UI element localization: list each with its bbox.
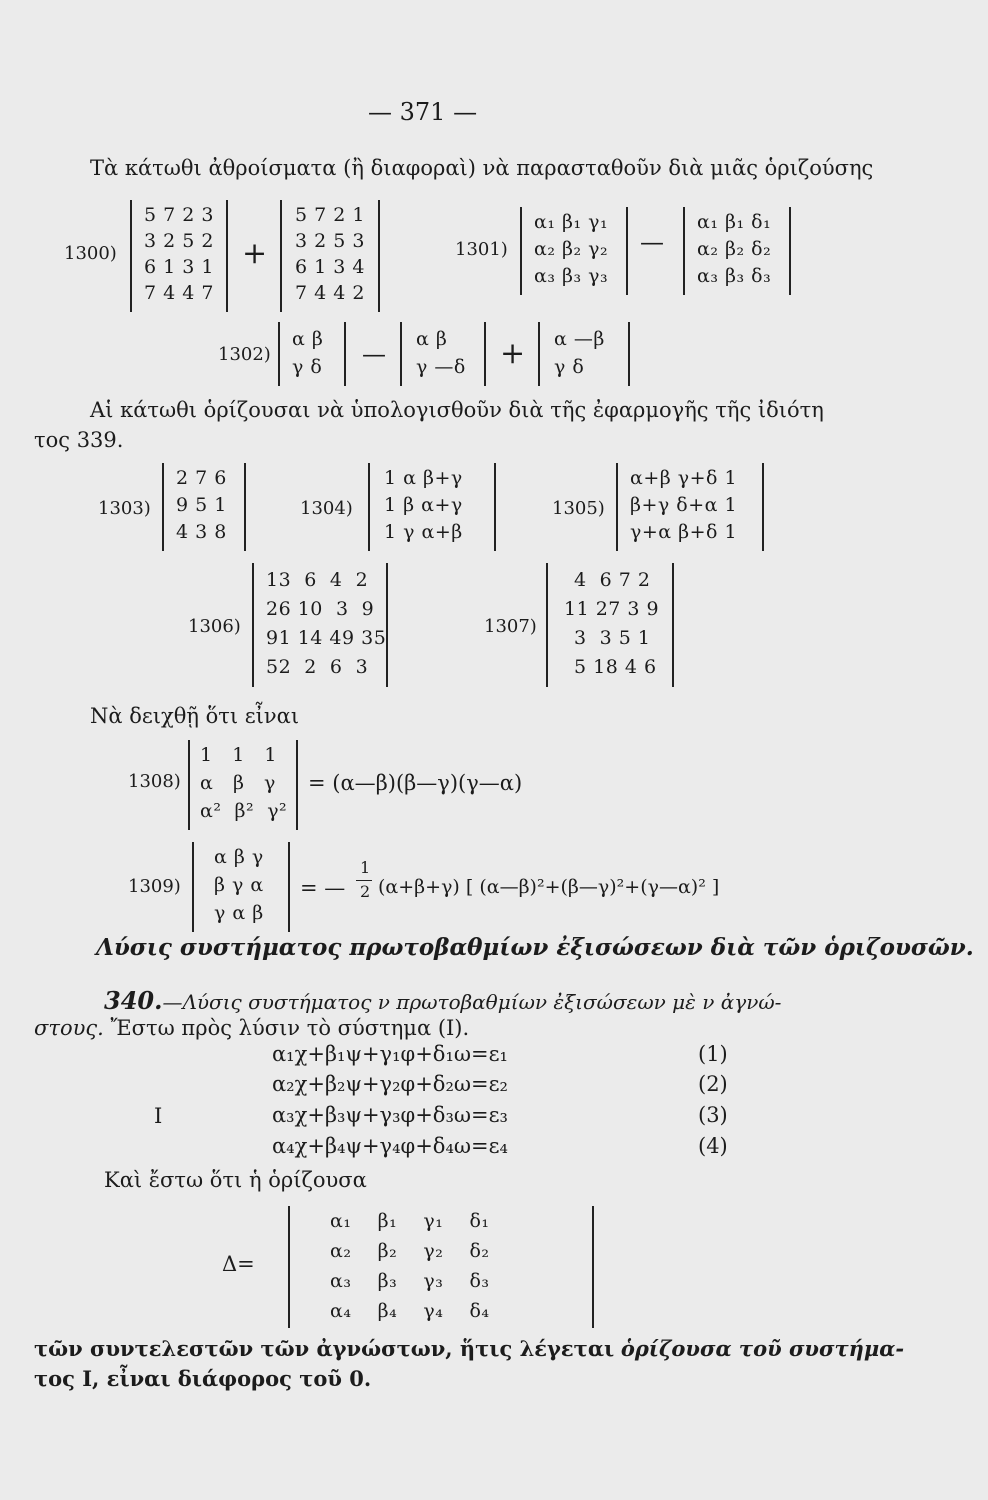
fraction-denominator: 2 <box>360 882 371 901</box>
section-heading: Λύσις συστήματος πρωτοβαθμίων ἐξισώσεων διὰ τῶν ὁριζουσῶν. <box>96 934 974 961</box>
det-row: α₂ β₂ γ₂ δ₂ <box>330 1240 490 1262</box>
det-row: γ —δ <box>416 356 466 378</box>
equation-3: α₃χ+β₃ψ+γ₃φ+δ₃ω=ε₃ <box>272 1103 508 1127</box>
determinant-1300-a <box>130 200 228 312</box>
det-row: γ δ <box>292 356 323 378</box>
det-row: 9 5 1 <box>176 494 227 516</box>
det-row: 3 3 5 1 <box>574 627 651 649</box>
intro2-line2: τος 339. <box>34 428 124 452</box>
exercise-label-1305: 1305) <box>552 498 605 519</box>
equation-rhs-1308: = (α—β)(β—γ)(γ—α) <box>308 771 523 795</box>
equation-number-4: (4) <box>698 1134 728 1158</box>
section-title-cont: στους. <box>34 1016 104 1040</box>
det-row: 1 γ α+β <box>384 521 463 543</box>
det-row: α₃ β₃ γ₃ δ₃ <box>330 1270 490 1292</box>
det-row: α₁ β₁ γ₁ <box>534 211 609 233</box>
det-row: 5 18 4 6 <box>574 656 657 678</box>
system-label: Ι <box>154 1104 163 1128</box>
det-row: 4 3 8 <box>176 521 227 543</box>
det-row: β+γ δ+α 1 <box>630 494 738 516</box>
equation-4: α₄χ+β₄ψ+γ₄φ+δ₄ω=ε₄ <box>272 1134 508 1158</box>
det-row: γ+α β+δ 1 <box>630 521 738 543</box>
intro2-line1: Αἱ κάτωθι ὁρίζουσαι νὰ ὑπολογισθοῦν διὰ τῆς ἐφαρμογῆς τῆς ἰδιότη <box>90 398 824 422</box>
det-row: 7 4 4 2 <box>295 282 365 304</box>
final-text-b: ὁρίζουσα τοῦ συστήμα- <box>620 1336 905 1361</box>
section-340-line1 <box>104 986 781 1015</box>
det-row: α₂ β₂ δ₂ <box>697 238 772 260</box>
det-row: γ δ <box>554 356 585 378</box>
exercise-label-1306: 1306) <box>188 616 241 637</box>
det-row: α₃ β₃ δ₃ <box>697 265 772 287</box>
exercise-label-1302: 1302) <box>218 344 271 365</box>
determinant-1302-b <box>400 322 486 386</box>
det-row: α —β <box>554 328 605 350</box>
determinant-1302-c <box>538 322 630 386</box>
exercise-label-1307: 1307) <box>484 616 537 637</box>
det-row: α² β² γ² <box>200 800 288 822</box>
det-row: 26 10 3 9 <box>266 598 375 620</box>
det-row: α₃ β₃ γ₃ <box>534 265 609 287</box>
det-row: α β <box>292 328 324 350</box>
equation-rhs-suffix-1309: (α+β+γ) [ (α—β)²+(β—γ)²+(γ—α)² ] <box>378 876 720 898</box>
operator-plus: + <box>242 236 268 271</box>
det-row: 5 7 2 1 <box>295 204 365 226</box>
det-row: 11 27 3 9 <box>564 598 660 620</box>
equation-2: α₂χ+β₂ψ+γ₂φ+δ₂ω=ε₂ <box>272 1072 508 1096</box>
determinant-1302-a <box>278 322 346 386</box>
operator-minus: — <box>640 228 664 256</box>
delta-determinant <box>288 1206 594 1328</box>
determinant-1307 <box>546 563 674 687</box>
det-row: 6 1 3 1 <box>144 256 214 278</box>
final-line2: τος Ι, εἶναι διάφορος τοῦ 0. <box>34 1366 372 1391</box>
determinant-1303 <box>162 463 246 551</box>
operator-minus: — <box>362 340 386 368</box>
determinant-1305 <box>616 463 764 551</box>
equation-number-2: (2) <box>698 1072 728 1096</box>
det-row: 7 4 4 7 <box>144 282 214 304</box>
det-row: α+β γ+δ 1 <box>630 467 738 489</box>
exercise-label-1309: 1309) <box>128 876 181 897</box>
det-row: 1 1 1 <box>200 744 278 766</box>
fraction-bar <box>356 880 372 881</box>
exercise-label-1304: 1304) <box>300 498 353 519</box>
prove-intro: Νὰ δειχθῇ ὅτι εἶναι <box>90 704 300 728</box>
section-title: —Λύσις συστήματος ν πρωτοβαθμίων ἐξισώσεων μὲ ν ἀγνώ- <box>162 990 782 1014</box>
exercise-label-1308: 1308) <box>128 771 181 792</box>
exercise-label-1301: 1301) <box>455 239 508 260</box>
det-row: 3 2 5 3 <box>295 230 365 252</box>
det-row: 6 1 3 4 <box>295 256 365 278</box>
section-340-line2 <box>34 1016 469 1040</box>
intro-text: Τὰ κάτωθι ἀθροίσματα (ἢ διαφοραὶ) νὰ παρασταθοῦν διὰ μιᾶς ὁριζούσης <box>90 156 874 180</box>
determinant-1309 <box>192 842 290 932</box>
det-row: γ α β <box>214 902 264 924</box>
equation-rhs-prefix-1309: = — <box>300 876 346 900</box>
det-row: α₁ β₁ δ₁ <box>697 211 772 233</box>
exercise-label-1300: 1300) <box>64 243 117 264</box>
det-row: 3 2 5 2 <box>144 230 214 252</box>
page-number: — 371 — <box>368 98 478 126</box>
final-text-a: τῶν συντελεστῶν τῶν ἀγνώστων, ἥτις λέγεται <box>34 1336 615 1361</box>
det-row: α₂ β₂ γ₂ <box>534 238 609 260</box>
let-text: Καὶ ἔστω ὅτι ἡ ὁρίζουσα <box>104 1168 367 1192</box>
det-row: α₄ β₄ γ₄ δ₄ <box>330 1300 490 1322</box>
operator-plus: + <box>500 336 526 371</box>
det-row: α₁ β₁ γ₁ δ₁ <box>330 1210 490 1232</box>
determinant-1304 <box>368 463 496 551</box>
fraction-numerator: 1 <box>360 858 371 877</box>
det-row: α β γ <box>214 846 264 868</box>
final-line1 <box>34 1336 904 1361</box>
equation-1: α₁χ+β₁ψ+γ₁φ+δ₁ω=ε₁ <box>272 1042 508 1066</box>
det-row: 13 6 4 2 <box>266 569 369 591</box>
det-row: 1 β α+γ <box>384 494 463 516</box>
det-row: 4 6 7 2 <box>574 569 651 591</box>
determinant-1300-b <box>280 200 380 312</box>
determinant-1308 <box>188 740 298 830</box>
det-row: 2 7 6 <box>176 467 227 489</box>
equation-number-3: (3) <box>698 1103 728 1127</box>
determinant-1306 <box>252 563 388 687</box>
determinant-1301-b <box>683 207 791 295</box>
det-row: β γ α <box>214 874 264 896</box>
determinant-1301-a <box>520 207 628 295</box>
section-number: 340. <box>104 986 163 1015</box>
delta-label: Δ= <box>222 1252 255 1276</box>
det-row: 5 7 2 3 <box>144 204 214 226</box>
det-row: 1 α β+γ <box>384 467 463 489</box>
exercise-label-1303: 1303) <box>98 498 151 519</box>
det-row: 91 14 49 35 <box>266 627 387 649</box>
det-row: α β γ <box>200 772 276 794</box>
equation-number-1: (1) <box>698 1042 728 1066</box>
section-text: Ἔστω πρὸς λύσιν τὸ σύστημα (Ι). <box>110 1016 470 1040</box>
det-row: 52 2 6 3 <box>266 656 369 678</box>
det-row: α β <box>416 328 448 350</box>
